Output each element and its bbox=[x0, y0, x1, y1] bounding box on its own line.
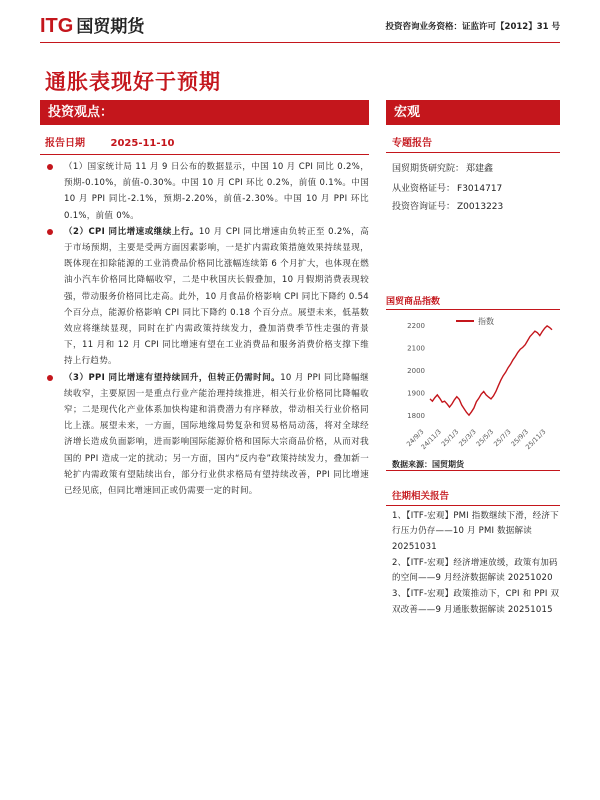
company-logo bbox=[40, 12, 144, 38]
header-divider bbox=[40, 42, 560, 43]
analyst-institute bbox=[392, 161, 493, 174]
point-item bbox=[44, 224, 369, 370]
point-heading: （2）CPI 同比增速或继续上行。 bbox=[64, 226, 199, 237]
logo-chinese: 国贸期货 bbox=[76, 17, 145, 37]
y-tick-label: 1800 bbox=[407, 412, 425, 421]
commodity-index-chart bbox=[386, 310, 560, 458]
related-reports-title: 往期相关报告 bbox=[392, 491, 450, 502]
category-label: 宏观 bbox=[394, 105, 421, 120]
x-tick-label: 25/1/3 bbox=[439, 427, 461, 449]
point-item bbox=[44, 370, 369, 500]
analyst-label: 投资咨询证号： bbox=[392, 202, 456, 212]
x-tick-label: 24/9/3 bbox=[404, 427, 426, 449]
report-date-label: 报告日期 bbox=[45, 138, 85, 149]
x-tick-label: 24/11/3 bbox=[419, 427, 443, 452]
x-tick-label: 25/9/3 bbox=[509, 427, 530, 449]
analyst-value: F3014717 bbox=[457, 184, 503, 194]
analyst-value: 郑建鑫 bbox=[466, 164, 494, 174]
related-report-link[interactable]: 3、【ITF-宏观】政策推动下，CPI 和 PPI 双双改善——9 月通胀数据解读 20251015 bbox=[392, 589, 560, 615]
analyst-label: 国贸期货研究院： bbox=[392, 164, 465, 174]
investment-view-header bbox=[40, 100, 369, 125]
category-header bbox=[386, 100, 560, 125]
chart-legend bbox=[456, 316, 494, 326]
point-item bbox=[44, 159, 369, 224]
qualification-number bbox=[392, 181, 502, 194]
report-type: 专题报告 bbox=[392, 138, 432, 149]
related-divider bbox=[386, 505, 560, 506]
chart-series-line bbox=[430, 326, 552, 415]
point-text: 10 月 CPI 同比增速由负转正至 0.2%，高于市场预期，主要是受两方面因素影响，一是扩内需政策措施效果持续显现，既体现在扣除能源的工业消费品价格同比涨幅连续第 6 个月扩大，也体现在燃油小汽车价格同比降幅收窄，二是中秋国庆长假叠加，10 月假期消费表现较强，带动服务价格同比走高。此外，10 月食品价格影响 CPI 同比下降约 0.54 个百分点，能源价格影响 CPI 同比下降约 0.18 个百分点。展望未来，低基数效应将继续显现，同时在扩内需政策持续发力，叠加消费季节性走强的背景下，11 月和 12 月 CPI 同比增速有望在工业消费品和服务消费价格支撑下维持上行趋势。 bbox=[64, 226, 369, 367]
investment-view-label: 投资观点： bbox=[48, 105, 114, 120]
legend-label: 指数 bbox=[478, 317, 494, 326]
point-heading: （3）PPI 同比增速有望持续回升，但转正仍需时间。 bbox=[64, 372, 281, 383]
y-tick-label: 1900 bbox=[407, 389, 425, 398]
source-divider bbox=[386, 470, 560, 471]
x-tick-label: 25/5/3 bbox=[474, 427, 496, 449]
y-tick-label: 2200 bbox=[407, 321, 425, 330]
point-text: （1）国家统计局 11 月 9 日公布的数据显示，中国 10 月 CPI 同比 0.2%，预期-0.10%，前值-0.30%。中国 10 月 CPI 环比 0.2%，前值 0.1%。中国 10 月 PPI 同比-2.1%，预期-2.20%，前值-2.30%。中国 10 月 PPI 环比 0.1%，前值 0%。 bbox=[64, 162, 369, 221]
point-text: 10 月 PPI 同比降幅继续收窄，主要原因一是重点行业产能治理持续推进，相关行业价格同比降幅收窄；二是现代化产业体系加快构建和消费潜力有序释放，带动相关行业价格同比上涨。展望未来，一方面，国际地缘局势复杂和贸易格局动荡，将对全球经济增长造成负面影响，进而影响国际能源价格和国际大宗商品价格，从而对我国的 PPI 造成一定的扰动；另一方面，国内“反内卷”政策持续发力，叠加新一轮扩内需政策有望陆续出台，部分行业供求格局有望持续改善，PPI 同比增速已经见底，但同比增速回正或仍需要一定的时间。 bbox=[64, 372, 369, 497]
related-reports-list bbox=[392, 509, 560, 619]
y-tick-label: 2000 bbox=[407, 367, 425, 375]
related-report-link[interactable]: 2、【ITF-宏观】经济增速放缓，政策有加码的空间——9 月经济数据解读 20251020 bbox=[392, 557, 558, 584]
analyst-label: 从业资格证号： bbox=[392, 184, 456, 194]
x-tick-label: 25/3/3 bbox=[457, 427, 478, 449]
y-tick-label: 2100 bbox=[407, 344, 425, 353]
report-date-value: 2025-11-10 bbox=[110, 138, 175, 149]
logo-latin: ITG bbox=[40, 15, 74, 37]
x-tick-label: 25/11/3 bbox=[524, 427, 548, 452]
license-text: 投资咨询业务资格：证监许可【2012】31 号 bbox=[385, 22, 560, 32]
chart-source: 数据来源：国贸期货 bbox=[392, 460, 464, 469]
x-tick-label: 25/7/3 bbox=[492, 427, 513, 449]
related-report-link[interactable]: 1、【ITF-宏观】PMI 指数继续下滑，经济下行压力仍存——10 月 PMI 数据解读 20251031 bbox=[392, 511, 559, 552]
consulting-number bbox=[392, 199, 503, 212]
document-title: 通胀表现好于预期 bbox=[45, 70, 221, 94]
analyst-value: Z0013223 bbox=[457, 202, 504, 212]
chart-title: 国贸商品指数 bbox=[386, 297, 441, 307]
right-divider bbox=[386, 152, 560, 153]
investment-points bbox=[44, 159, 369, 499]
left-divider bbox=[40, 154, 369, 155]
report-date bbox=[45, 134, 174, 149]
